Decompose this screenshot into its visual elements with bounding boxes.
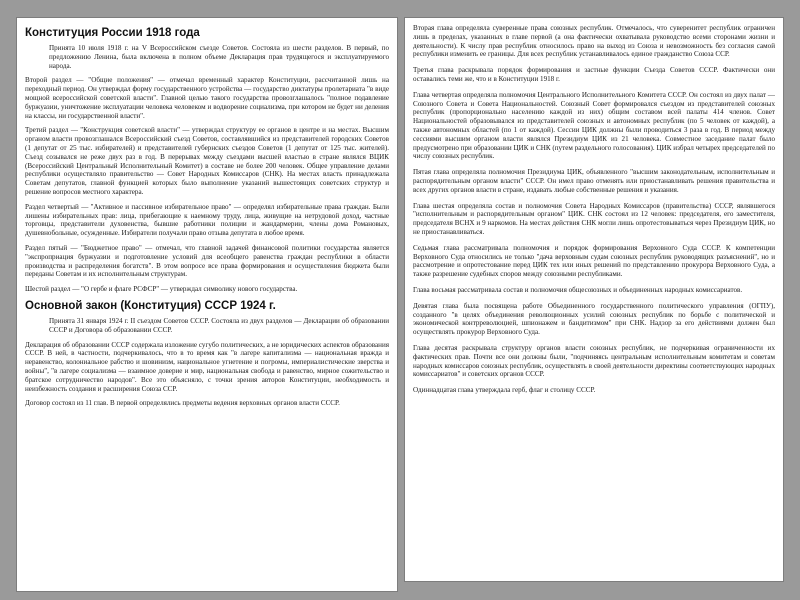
paragraph-chapter-4: Глава четвертая определяла полномочия Центрального Исполнительного Комитета СССР. Он состоял из двух палат — Союзного Совета и Совета Национальностей. Союзный Совет формировался съездом из представителей союзных республик (пропорционально населению каждой из них) общим составом всей палаты 414 членов. Совет Национальностей образовывался из представителей союзных и автономных республик (по 5 человек от каждой), а также автономных областей (по 1 от каждой). Сессии ЦИК должны были проводиться 3 раза в год. В период между сессиями высшим органом власти являлся Президиум ЦИК из 21 человека. Совместное заседание палат было предусмотрено при образовании ЦИК и СНК (путем раздельного голосования). ЦИК избрал четырех председателей по числу союзных республик. [413, 90, 775, 161]
paragraph-chapter-10: Глава десятая раскрывала структуру органов власти союзных республик, не подчеркивая ограниченности их фактических прав. Почти все они должны были, "подчиняясь центральным исполнительным комитетам и советам народных комиссаров союзных республик, осуществлять в своей деятельности директивы соответствующих народных комиссариатов" и советских органов СССР. [413, 343, 775, 379]
paragraph-chapter-9: Девятая глава была посвящена работе Объединенного государственного политического управления (ОГПУ), созданного "в целях объединения революционных усилий союзных республик по борьбе с политической и экономической контрреволюцией, шпионажем и бандитизмом" при СНК. Надзор за его действиями должен был осуществлять прокурор Верховного Суда. [413, 301, 775, 337]
paragraph-intro-1924: Принята 31 января 1924 г. II съездом Советов СССР. Состояла из двух разделов — Декларации об образовании СССР и Договора об образовании СССР. [49, 316, 389, 334]
paragraph-chapter-7: Седьмая глава рассматривала полномочия и порядок формирования Верховного Суда СССР. К компетенции Верховного Суда относились не только "дача верховным судам союзных республик руководящих разъяснений", но и рассмотрение и опротестование перед ЦИК тех или иных решений по представлению прокурора Верховного Суда, а также разрешение судебных споров между союзными республиками. [413, 243, 775, 279]
paragraph-chapter-8: Глава восьмая рассматривала состав и полномочия общесоюзных и объединенных народных комиссариатов. [413, 285, 743, 294]
paragraph-chapter-11: Одиннадцатая глава утверждала герб, флаг и столицу СССР. [413, 386, 596, 395]
heading-constitution-1918: Конституция России 1918 года [25, 27, 200, 39]
paragraph-section-4: Раздел четвертый — "Активное и пассивное избирательное право" — определял избирательные права граждан. Были лишены избирательных прав: лица, прибегающие к наемному труду, лица, живущие на нетрудовой доход, частные торговцы, представители духовенства, бывшие работники полиции и жандармерии, члены дома Романовых, душевнобольные, осужденные. Избиратели получали право отзыва депутата в любое время. [25, 202, 389, 238]
paragraph-section-3: Третий раздел — "Конструкция советской власти" — утверждал структуру ее органов в центре и на местах. Высшим органом власти провозглашался Всероссийский съезд Советов, составлявшийся из представителей городских Советов (1 депутат от 25 тыс. избирателей) и представителей губернских съездов Советов (1 депутат от 125 тыс. жителей). Съезд созывался не реже двух раз в год. В перерывах между съездами высшей властью в стране являлся ВЦИК (Всероссийский Центральный Исполнительный Комитет) в составе не более 200 человек. Общее управление делами республики осуществляло правительство — Совет Народных Комиссаров (СНК). На местах власть принадлежала Советам депутатов, главной функцией которых было выполнение указаний вышестоящих советских структур и решение вопросов местного характера. [25, 126, 389, 196]
paragraph-chapter-6: Глава шестая определяла состав и полномочия Совета Народных Комиссаров (правительства) СССР, являвшегося "исполнительным и распорядительным органом" ЦИК. СНК состоял из 12 человек: председателя, его заместителя, председателя ВСНХ и 9 наркомов. На местах действия СНК могли лишь опротестовываться через Президиум ЦИК, но не приостанавливаться. [413, 201, 775, 236]
paragraph-section-5: Раздел пятый — "Бюджетное право" — отмечал, что главной задачей финансовой политики государства является "экспроприация буржуазии и подготовление условий для всеобщего равенства граждан республики в области производства и распределения богатств". В этом вопросе все права формирования и осуществления бюджета были переданы Советам и их исполнительным структурам. [25, 243, 389, 279]
paragraph-treaty: Договор состоял из 11 глав. В первой определялись предметы ведения верховных органов власти СССР. [25, 399, 340, 408]
paragraph-section-6: Шестой раздел — "О гербе и флаге РСФСР" — утверждал символику нового государства. [25, 285, 298, 294]
paragraph-section-2: Второй раздел — "Общие положения" — отмечал временный характер Конституции, рассчитанной лишь на переходный период. Он утверждал форму государственного устройства — государство диктатуры пролетариата "в виде мощной всероссийской советской власти". Главной целью такого государства провозглашалось "полное подавление буржуазии, уничтожение эксплуатации человека человеком и водворение социализма, при котором не будет ни деления на классы, ни государственной власти". [25, 76, 389, 120]
paragraph-declaration: Декларация об образовании СССР содержала изложение сугубо политических, а не юридических аспектов образования СССР. В ней, в частности, подчеркивалось, что в то время как "в лагере капитализма — национальная вражда и неравенство, колониальное рабство и шовинизм, национальное угнетение и погромы, империалистические зверства и войны", "в лагере социализма — взаимное доверие и мир, национальная свобода и равенство, мирное сожительство и братское сотрудничество народов". Все это объясняло, с точки зрения авторов Конституции, необходимость и неизбежность создания и расширения Союза ССР. [25, 340, 389, 393]
heading-constitution-1924: Основной закон (Конституция) СССР 1924 г. [25, 299, 276, 312]
document-page-left [17, 18, 397, 591]
paragraph-chapter-3: Третья глава раскрывала порядок формирования и застные функции Съезда Советов СССР. Фактически они оставались теми же, что и в Конституции 1918 г. [413, 66, 775, 83]
paragraph-intro-1918: Принята 10 июля 1918 г. на V Всероссийском съезде Советов. Состояла из шести разделов. В первый, по предложению Ленина, была включена в полном объеме Декларация прав трудящегося и эксплуатируемого народа. [49, 44, 389, 70]
document-page-right [405, 18, 783, 581]
paragraph-chapter-2: Вторая глава определяла суверенные права союзных республик. Отмечалось, что суверенитет республик ограничен лишь в пределах, указанных в главе первой (а она фактически охватывала руководство всеми сторонами жизни и деятельности). К числу прав республик относилось право на выход из Союза и невозможность без согласия самой республики изменить ее границы. Для всех республик устанавливалось единое гражданство Союза ССР. [413, 24, 775, 59]
paragraph-chapter-5: Пятая глава определяла полномочия Президиума ЦИК, объявленного "высшим законодательным, исполнительным и распорядительным органом власти" СССР. Он имел право отменять или приостанавливать решения правительства и всех других органов власти в стране, издавать любые собственные решения и указания. [413, 168, 775, 194]
